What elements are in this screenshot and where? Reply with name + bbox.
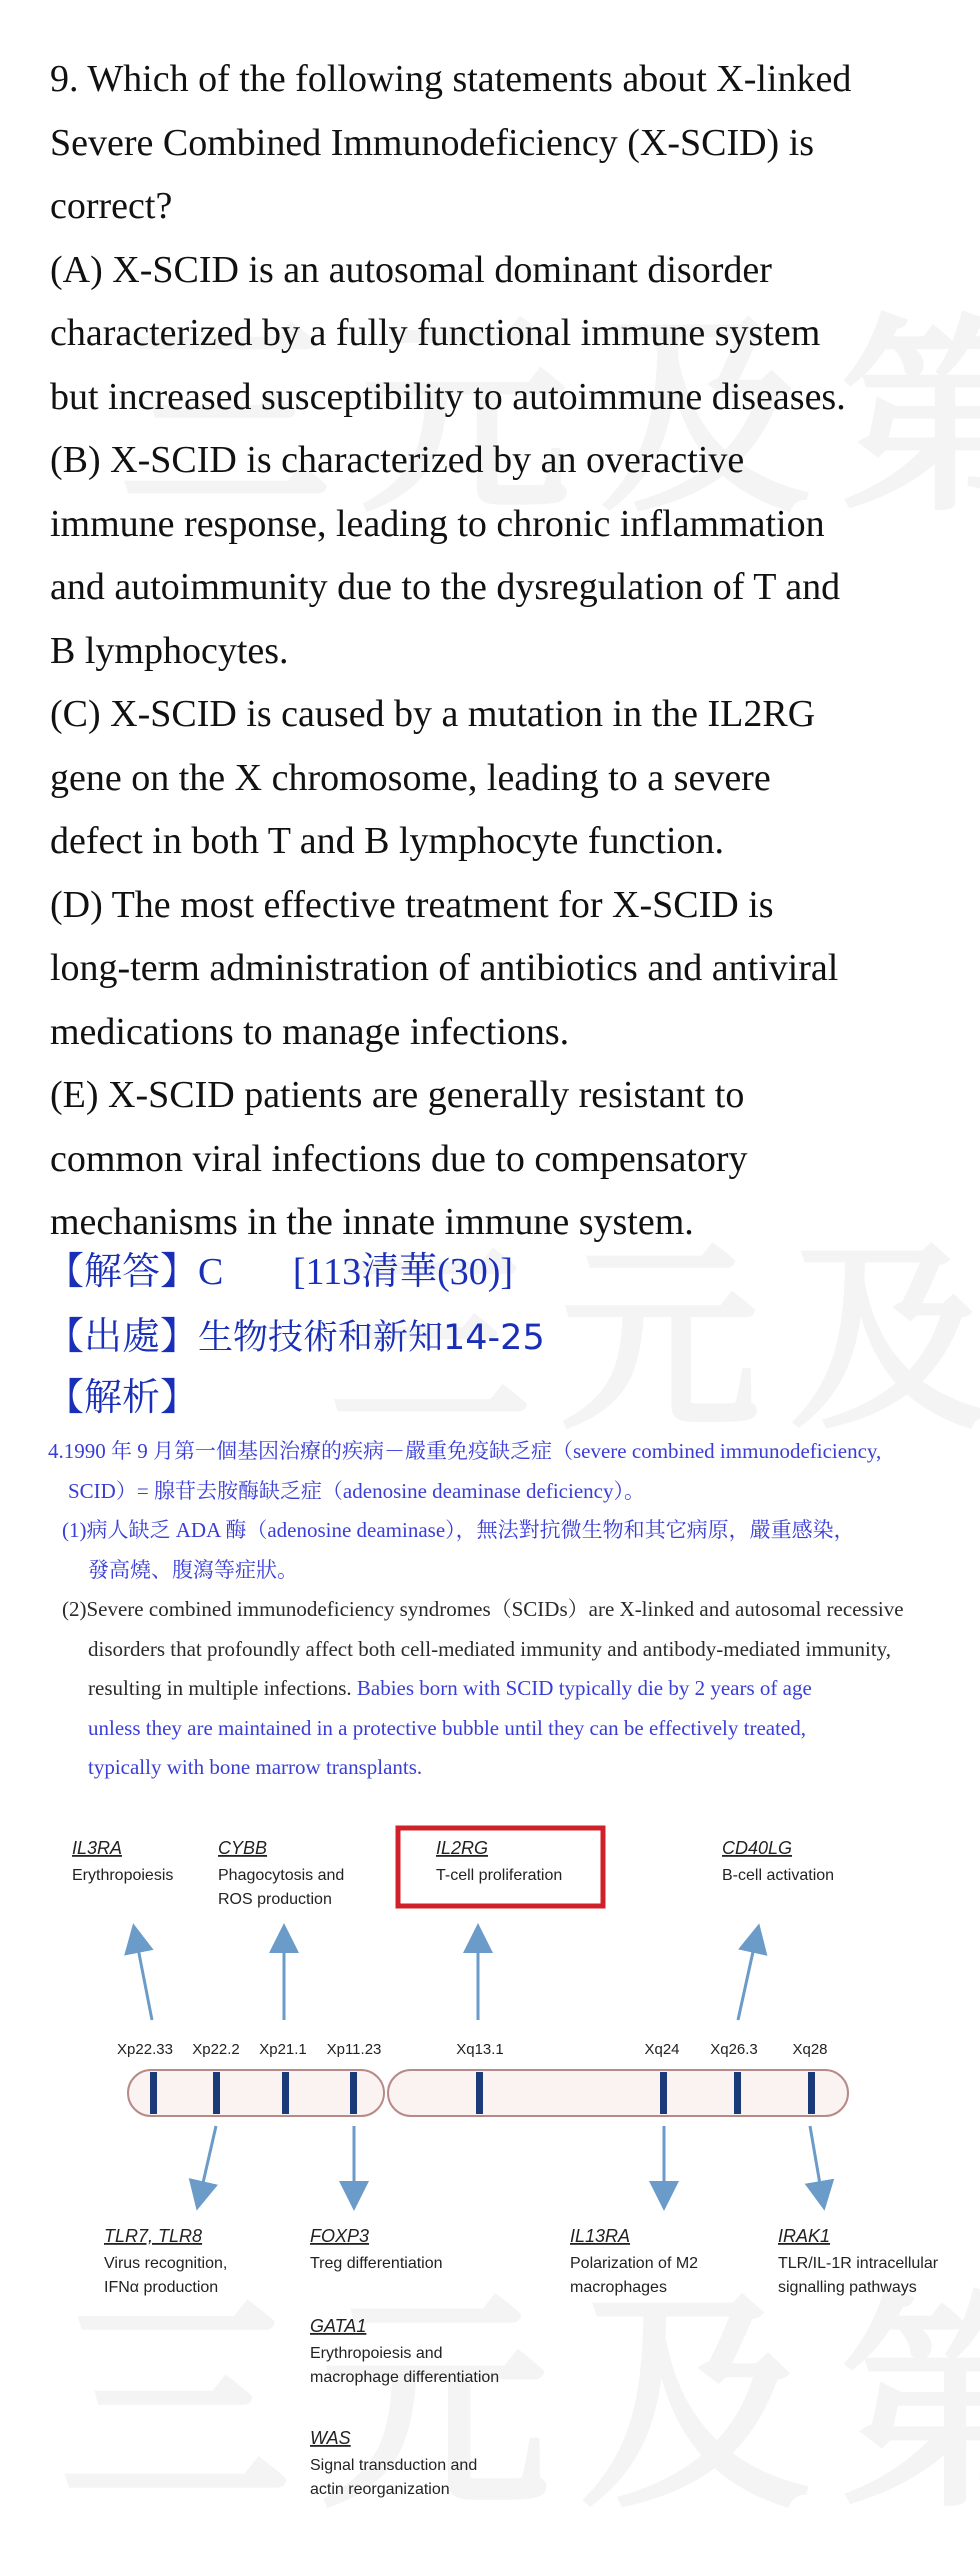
option-e-line: common viral infections due to compensatory	[50, 1137, 748, 1180]
gene-desc: ROS production	[218, 1891, 332, 1908]
band-label: Xp11.23	[326, 2041, 382, 2058]
gene-desc: Phagocytosis and	[218, 1867, 345, 1884]
option-a-line: (A) X-SCID is an autosomal dominant disorder	[50, 248, 772, 291]
option-b-line: immune response, leading to chronic inflammation	[50, 502, 825, 545]
band-label: Xp22.2	[192, 2041, 240, 2058]
gene-desc: Virus recognition,	[104, 2255, 228, 2272]
answer-label: 【解答】	[46, 1249, 199, 1293]
option-b-line: and autoimmunity due to the dysregulation of T and	[50, 566, 841, 608]
arrow-cd40lg	[738, 1938, 756, 2020]
question-line: 9. Which of the following statements about X-linked	[50, 58, 852, 100]
option-b-line: B lymphocytes.	[50, 629, 289, 672]
note-line: 發高燒、腹瀉等症狀。	[88, 1557, 298, 1582]
gene-name: CD40LG	[722, 1838, 793, 1858]
gene-desc: IFNα production	[104, 2279, 219, 2296]
gene-desc: Polarization of M2	[570, 2255, 699, 2272]
gene-was	[310, 2428, 477, 2498]
note-line: SCID）= 腺苷去胺酶缺乏症（adenosine deaminase deficiency）。	[68, 1478, 645, 1503]
option-c-line: (C) X-SCID is caused by a mutation in the IL2RG	[50, 693, 816, 735]
question-line: correct?	[50, 185, 173, 227]
answer-source-ref: [113清華(30)]	[292, 1251, 514, 1293]
option-e-line: (E) X-SCID patients are generally resistant to	[50, 1074, 745, 1116]
gene-name: IL13RA	[570, 2226, 631, 2246]
origin-value: 生物技術和新知14-25	[198, 1318, 545, 1358]
band-label: Xq26.3	[710, 2041, 758, 2058]
option-c-line: defect in both T and B lymphocyte function.	[50, 820, 725, 862]
gene-desc: Treg differentiation	[310, 2255, 443, 2272]
gene-il13ra	[570, 2226, 698, 2296]
gene-desc: B-cell activation	[722, 1867, 835, 1884]
gene-tlr7-tlr8	[104, 2226, 227, 2296]
gene-desc: macrophages	[570, 2279, 667, 2296]
gene-name: WAS	[310, 2428, 351, 2448]
chromosome-q-arm	[388, 2070, 848, 2116]
gene-desc: Erythropoiesis and	[310, 2345, 443, 2362]
gene-desc: Signal transduction and	[310, 2457, 478, 2474]
option-d-line: (D) The most effective treatment for X-SCID is	[50, 883, 774, 926]
option-e-line: mechanisms in the innate immune system.	[50, 1201, 694, 1243]
note-line: 4.1990 年 9 月第一個基因治療的疾病－嚴重免疫缺乏症（severe combined immunodeficiency,	[48, 1439, 882, 1463]
analysis-notes	[48, 1432, 958, 1788]
analysis-row	[46, 1366, 198, 1421]
band-label: Xp22.33	[117, 2041, 173, 2058]
band-mark	[350, 2072, 357, 2114]
band-label: Xp21.1	[259, 2041, 307, 2058]
arrow-irak1	[810, 2126, 822, 2196]
band-labels	[117, 2041, 827, 2058]
gene-name: GATA1	[310, 2316, 367, 2336]
x-chromosome-diagram	[0, 1820, 980, 2500]
gene-desc: macrophage differentiation	[310, 2369, 500, 2386]
band-mark	[808, 2072, 815, 2114]
gene-gata1	[310, 2316, 499, 2386]
gene-name: IRAK1	[778, 2226, 831, 2246]
band-mark	[213, 2072, 220, 2114]
option-d-line: medications to manage infections.	[50, 1010, 570, 1053]
gene-name: IL3RA	[72, 1838, 123, 1858]
note-text: resulting in multiple infections.	[88, 1676, 352, 1700]
question-line: Severe Combined Immunodeficiency (X-SCID) is	[50, 121, 815, 164]
gene-name: TLR7, TLR8	[104, 2226, 203, 2246]
arrow-il3ra	[136, 1938, 152, 2020]
gene-name: FOXP3	[310, 2226, 370, 2246]
question-block	[50, 48, 950, 1255]
chromosome-p-arm	[128, 2070, 384, 2116]
note-line: unless they are maintained in a protective bubble until they can be effectively treated,	[88, 1715, 806, 1740]
note-line: typically with bone marrow transplants.	[88, 1755, 423, 1779]
origin-label: 【出處】	[46, 1314, 199, 1358]
band-mark	[734, 2072, 741, 2114]
origin-row	[46, 1305, 545, 1360]
gene-desc: actin reorganization	[310, 2481, 450, 2498]
band-label: Xq24	[644, 2041, 680, 2058]
option-d-line: long-term administration of antibiotics and antiviral	[50, 947, 839, 989]
gene-desc: Erythropoiesis	[72, 1867, 174, 1884]
band-label: Xq13.1	[456, 2041, 504, 2058]
gene-il2rg-top	[398, 1828, 603, 1906]
note-line: (2)Severe combined immunodeficiency syndromes（SCIDs）are X-linked and autosomal recessive	[62, 1597, 904, 1621]
arrow-tlr	[200, 2126, 216, 2196]
gene-desc: TLR/IL-1R intracellular	[778, 2255, 939, 2272]
gene-name: IL2RG	[436, 1838, 489, 1858]
gene-irak1	[778, 2226, 939, 2296]
answer-row	[46, 1240, 513, 1295]
band-mark	[660, 2072, 667, 2114]
option-c-line: gene on the X chromosome, leading to a severe	[50, 756, 771, 799]
gene-il3ra-top	[72, 1838, 173, 1884]
analysis-label: 【解析】	[46, 1375, 199, 1419]
option-a-line: characterized by a fully functional immune system	[50, 312, 821, 354]
gene-cybb-top	[218, 1838, 344, 1908]
answer-value: C	[198, 1251, 224, 1293]
gene-foxp3	[310, 2226, 443, 2272]
gene-name: CYBB	[218, 1838, 268, 1858]
band-mark	[282, 2072, 289, 2114]
note-highlight: Babies born with SCID typically die by 2 years of age	[356, 1676, 812, 1700]
band-mark	[476, 2072, 483, 2114]
option-b-line: (B) X-SCID is characterized by an overactive	[50, 439, 745, 481]
option-a-line: but increased susceptibility to autoimmune diseases.	[50, 375, 846, 418]
gene-cd40lg-top	[722, 1838, 834, 1884]
gene-desc: T-cell proliferation	[436, 1867, 563, 1884]
band-mark	[150, 2072, 157, 2114]
gene-desc: signalling pathways	[778, 2279, 917, 2296]
note-line: (1)病人缺乏 ADA 酶（adenosine deaminase），無法對抗微生物和其它病原，嚴重感染，	[62, 1518, 855, 1542]
band-label: Xq28	[792, 2041, 828, 2058]
chromosome	[128, 2070, 848, 2116]
note-line: disorders that profoundly affect both cell-mediated immunity and antibody-mediated immunity,	[88, 1636, 892, 1661]
note-line	[48, 1669, 958, 1709]
